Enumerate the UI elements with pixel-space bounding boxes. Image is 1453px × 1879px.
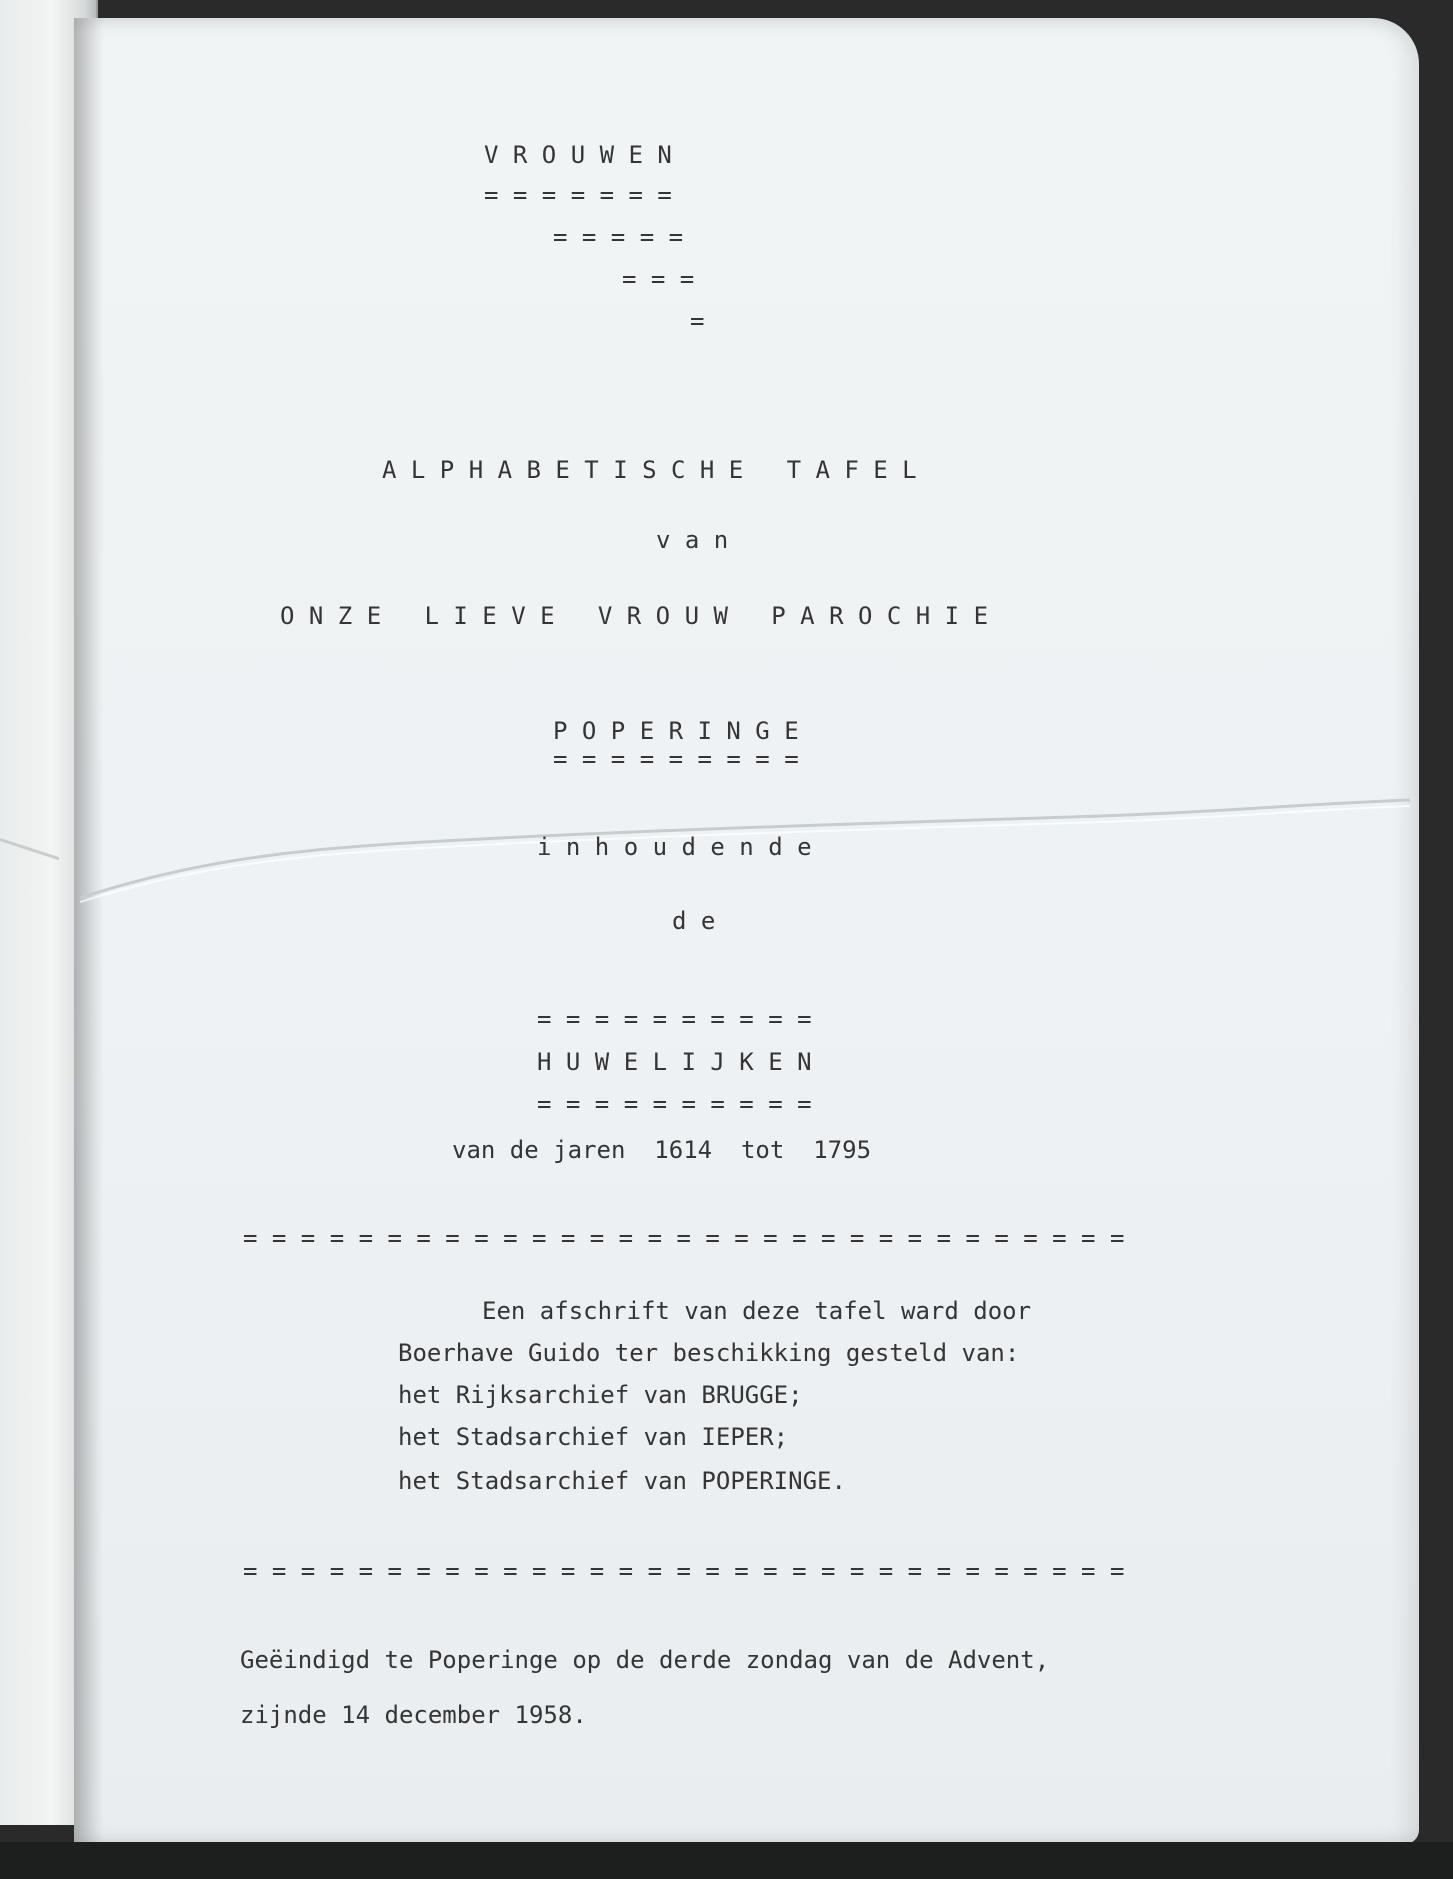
title-rule-row-4: =	[690, 307, 705, 335]
divider-bottom: = = = = = = = = = = = = = = = = = = = = = = = = = = = = = = =	[243, 1557, 1125, 1585]
heading-alphabetische-tafel: A L P H A B E T I S C H E T A F E L	[382, 456, 917, 484]
note-line-1: Een afschrift van deze tafel ward door	[482, 1297, 1032, 1325]
subject-title: H U W E L I J K E N	[537, 1048, 812, 1076]
divider-top: = = = = = = = = = = = = = = = = = = = = = = = = = = = = = = =	[243, 1224, 1125, 1252]
title-rule-row-1: = = = = = = =	[484, 181, 672, 209]
title-rule-row-2: = = = = =	[553, 223, 684, 251]
closing-line-2: zijnde 14 december 1958.	[240, 1701, 587, 1729]
closing-line-1: Geëindigd te Poperinge op de derde zondag van de Advent,	[240, 1646, 1050, 1674]
heading-parish-name: O N Z E L I E V E V R O U W P A R O C H I E	[280, 602, 989, 630]
note-line-4: het Stadsarchief van IEPER;	[398, 1423, 789, 1451]
place-underline: = = = = = = = = =	[553, 745, 799, 773]
heading-van: v a n	[656, 526, 729, 554]
place-name: P O P E R I N G E	[553, 717, 799, 745]
note-line-5: het Stadsarchief van POPERINGE.	[398, 1467, 846, 1495]
title-rule-row-3: = = =	[622, 265, 695, 293]
title-word: V R O U W E N	[484, 141, 672, 169]
note-line-2: Boerhave Guido ter beschikking gesteld van:	[398, 1339, 1020, 1367]
text-inhoudende: i n h o u d e n d e	[537, 833, 812, 861]
text-de: d e	[672, 907, 716, 935]
subject-rule-bottom: = = = = = = = = = =	[537, 1090, 812, 1118]
note-line-3: het Rijksarchief van BRUGGE;	[398, 1381, 803, 1409]
year-range: van de jaren 1614 tot 1795	[452, 1136, 872, 1164]
subject-rule-top: = = = = = = = = = =	[537, 1005, 812, 1033]
